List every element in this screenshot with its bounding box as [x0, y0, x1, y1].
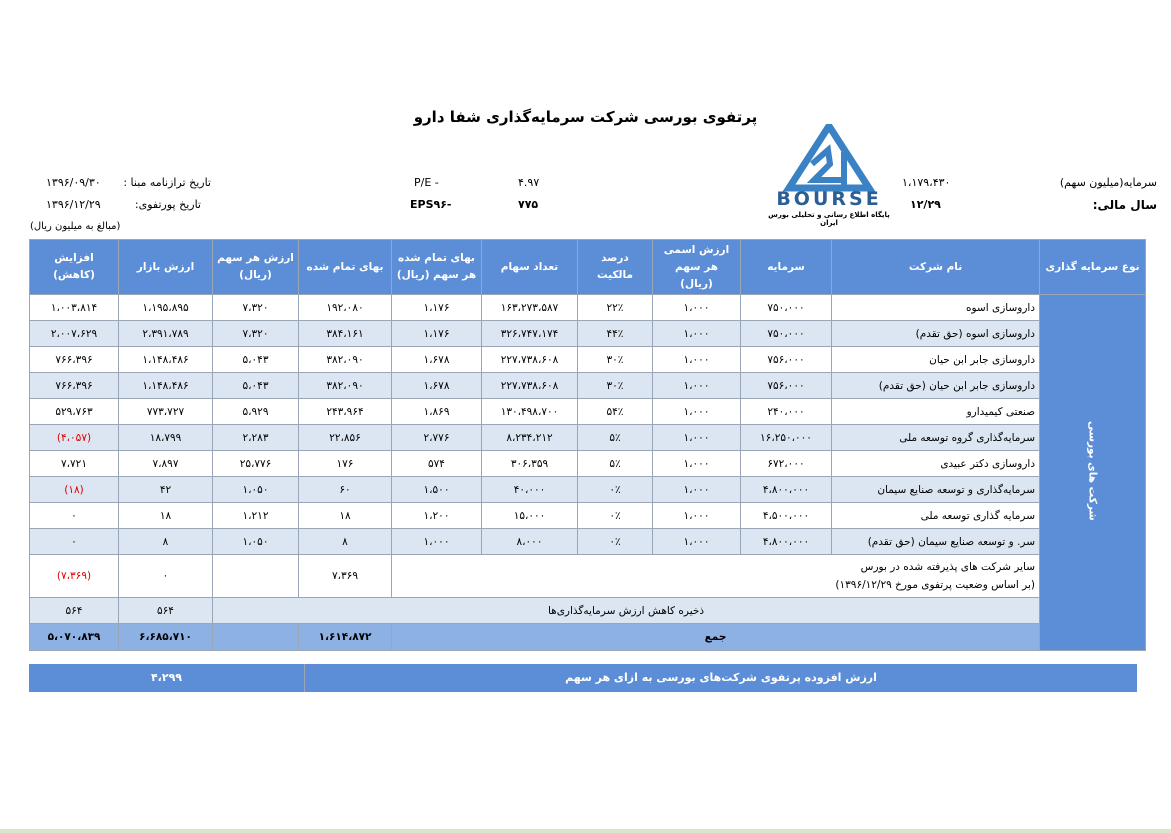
- cell-par-value: ۱،۰۰۰: [653, 451, 741, 477]
- cell-shares: ۲۲۷،۷۳۸،۶۰۸: [482, 373, 578, 399]
- cell-change: ۷۶۶،۳۹۶: [30, 373, 119, 399]
- cell-total-cost: ۱۷۶: [299, 451, 392, 477]
- cell-change: ۷۶۶،۳۹۶: [30, 347, 119, 373]
- total-change: ۵،۰۷۰،۸۳۹: [30, 624, 119, 651]
- cell-change: (۷،۳۶۹): [30, 555, 119, 598]
- cell-capital: ۷۵۶،۰۰۰: [741, 347, 832, 373]
- cell-market-value: ۱۸: [119, 503, 213, 529]
- cell-market-value: ۱،۱۹۵،۸۹۵: [119, 295, 213, 321]
- portfolio-table: [29, 239, 1146, 651]
- cell-unit-value: ۱،۰۵۰: [213, 477, 299, 503]
- per-share-value: ۴،۲۹۹: [29, 664, 305, 692]
- cell-par-value: ۱،۰۰۰: [653, 347, 741, 373]
- cell-unit-value: ۵،۰۴۳: [213, 347, 299, 373]
- table-row: [30, 425, 1146, 451]
- total-market-value: ۶،۶۸۵،۷۱۰: [119, 624, 213, 651]
- cell-par-value: ۱،۰۰۰: [653, 321, 741, 347]
- cell-total-cost: ۳۸۴،۱۶۱: [299, 321, 392, 347]
- table-row: [30, 529, 1146, 555]
- cell-change: ۷،۷۲۱: [30, 451, 119, 477]
- cell-total-cost: ۷،۳۶۹: [299, 555, 392, 598]
- cell-company: داروسازی جابر ابن حیان (حق تقدم): [832, 373, 1040, 399]
- cell-total-cost: ۶۰: [299, 477, 392, 503]
- cell-unit-cost: ۱،۶۷۸: [392, 347, 482, 373]
- cell-par-value: ۱،۰۰۰: [653, 295, 741, 321]
- other-companies-cell: [392, 555, 1040, 598]
- table-row: [30, 373, 1146, 399]
- cell-shares: ۱۳۰،۴۹۸،۷۰۰: [482, 399, 578, 425]
- cell-par-value: ۱،۰۰۰: [653, 503, 741, 529]
- cell-ownership: ۵٪: [578, 425, 653, 451]
- cell-unit-cost: ۱،۱۷۶: [392, 321, 482, 347]
- table-row: [30, 451, 1146, 477]
- header-shares: تعداد سهام: [482, 240, 578, 295]
- cell-market-value: ۱۸،۷۹۹: [119, 425, 213, 451]
- table-row: [30, 347, 1146, 373]
- cell-change: ۵۲۹،۷۶۳: [30, 399, 119, 425]
- cell-company: سرمایه‌گذاری گروه توسعه ملی: [832, 425, 1040, 451]
- table-row: [30, 503, 1146, 529]
- total-blank: [213, 624, 299, 651]
- cell-change: ۰: [30, 529, 119, 555]
- cell-change: ۱،۰۰۳،۸۱۴: [30, 295, 119, 321]
- table-row: [30, 295, 1146, 321]
- logo-tagline: پایگاه اطلاع رسانی و تحلیلی بورس ایران: [768, 211, 890, 227]
- cell-company: داروسازی اسوه (حق تقدم): [832, 321, 1040, 347]
- cell-unit-value: [213, 555, 299, 598]
- cell-ownership: ۳۰٪: [578, 347, 653, 373]
- cell-unit-value: ۲۵،۷۷۶: [213, 451, 299, 477]
- pe-label: P/E -: [414, 176, 439, 189]
- cell-change: ۰: [30, 503, 119, 529]
- header-unit-value: ارزش هر سهم (ریال): [213, 240, 299, 295]
- cell-shares: ۱۶۳،۲۷۳،۵۸۷: [482, 295, 578, 321]
- cell-change: ۵۶۴: [30, 598, 119, 624]
- base-balance-date-label: تاریخ ترازنامه مبنا :: [123, 176, 211, 189]
- cell-market-value: ۴۲: [119, 477, 213, 503]
- cell-total-cost: ۲۲،۸۵۶: [299, 425, 392, 451]
- per-share-bar: [29, 664, 1137, 692]
- cell-market-value: ۷،۸۹۷: [119, 451, 213, 477]
- cell-shares: ۴۰،۰۰۰: [482, 477, 578, 503]
- cell-unit-cost: ۱،۸۶۹: [392, 399, 482, 425]
- cell-capital: ۲۴۰،۰۰۰: [741, 399, 832, 425]
- fiscal-year-label: سال مالی:: [1092, 198, 1157, 212]
- cell-shares: ۸،۲۳۴،۲۱۲: [482, 425, 578, 451]
- cell-market-value: ۰: [119, 555, 213, 598]
- cell-unit-value: ۱،۲۱۲: [213, 503, 299, 529]
- cell-capital: ۱۶،۲۵۰،۰۰۰: [741, 425, 832, 451]
- cell-market-value: ۱،۱۴۸،۴۸۶: [119, 373, 213, 399]
- cell-change: (۱۸): [30, 477, 119, 503]
- table-row: [30, 399, 1146, 425]
- cell-market-value: ۲،۳۹۱،۷۸۹: [119, 321, 213, 347]
- reserve-row: [30, 598, 1146, 624]
- portfolio-date-label: تاریخ پورتفوی:: [134, 198, 201, 211]
- header-change: افزایش (کاهش): [30, 240, 119, 295]
- cell-unit-cost: ۱،۰۰۰: [392, 529, 482, 555]
- cell-unit-cost: ۱،۶۷۸: [392, 373, 482, 399]
- table-header-row: [30, 240, 1146, 295]
- cell-company: داروسازی دکتر عبیدی: [832, 451, 1040, 477]
- table-row: [30, 477, 1146, 503]
- cell-ownership: ۳۰٪: [578, 373, 653, 399]
- table-row: [30, 321, 1146, 347]
- cell-total-cost: ۳۸۲،۰۹۰: [299, 373, 392, 399]
- cell-ownership: ۲۲٪: [578, 295, 653, 321]
- logo-text: BOURSE: [776, 188, 882, 210]
- header-market-value: ارزش بازار: [119, 240, 213, 295]
- cell-total-cost: ۱۸: [299, 503, 392, 529]
- cell-ownership: ۰٪: [578, 477, 653, 503]
- cell-unit-value: ۵،۰۴۳: [213, 373, 299, 399]
- cell-ownership: ۴۴٪: [578, 321, 653, 347]
- cell-shares: ۸،۰۰۰: [482, 529, 578, 555]
- cell-unit-cost: ۱،۱۷۶: [392, 295, 482, 321]
- cell-par-value: ۱،۰۰۰: [653, 399, 741, 425]
- cell-market-value: ۷۷۳،۷۲۷: [119, 399, 213, 425]
- cell-par-value: ۱،۰۰۰: [653, 373, 741, 399]
- cell-unit-value: ۷،۳۲۰: [213, 295, 299, 321]
- cell-capital: ۶۷۲،۰۰۰: [741, 451, 832, 477]
- other-companies-line2: (بر اساس وضعیت پرتفوی مورخ ۱۳۹۶/۱۲/۲۹): [835, 579, 1035, 591]
- cell-ownership: ۵۴٪: [578, 399, 653, 425]
- cell-unit-cost: ۵۷۴: [392, 451, 482, 477]
- other-companies-line1: سایر شرکت های پذیرفته شده در بورس: [860, 561, 1035, 573]
- base-balance-date-value: ۱۳۹۶/۰۹/۳۰: [46, 176, 101, 189]
- cell-change: ۲،۰۰۷،۶۲۹: [30, 321, 119, 347]
- total-cost: ۱،۶۱۴،۸۷۲: [299, 624, 392, 651]
- cell-capital: ۷۵۰،۰۰۰: [741, 321, 832, 347]
- cell-market-value: ۸: [119, 529, 213, 555]
- total-label: جمع: [392, 624, 1040, 651]
- cell-capital: ۷۵۶،۰۰۰: [741, 373, 832, 399]
- page-title: پرتفوی بورسی شرکت سرمایه‌گذاری شفا دارو: [413, 108, 758, 126]
- side-label-cell: [1040, 295, 1146, 651]
- fiscal-year-value: ۱۲/۲۹: [910, 198, 941, 211]
- amounts-note: (مبالغ به میلیون ریال): [30, 221, 121, 232]
- cell-company: صنعتی کیمیدارو: [832, 399, 1040, 425]
- cell-ownership: ۰٪: [578, 529, 653, 555]
- header-company: نام شرکت: [832, 240, 1040, 295]
- eps-value: ۷۷۵: [518, 198, 539, 211]
- reserve-label: ذخیره کاهش ارزش سرمایه‌گذاری‌ها: [213, 598, 1040, 624]
- cell-company: داروسازی اسوه: [832, 295, 1040, 321]
- header-unit-cost: بهای تمام شده هر سهم (ریال): [392, 240, 482, 295]
- capital-value: ۱،۱۷۹،۴۳۰: [902, 176, 951, 189]
- cell-company: سرمایه گذاری توسعه ملی: [832, 503, 1040, 529]
- cell-company: سرمایه‌گذاری و توسعه صنایع سیمان: [832, 477, 1040, 503]
- cell-capital: ۴،۸۰۰،۰۰۰: [741, 477, 832, 503]
- cell-total-cost: ۸: [299, 529, 392, 555]
- cell-market-value: ۱،۱۴۸،۴۸۶: [119, 347, 213, 373]
- header-ownership: درصد مالکیت: [578, 240, 653, 295]
- cell-shares: ۳۲۶،۷۴۷،۱۷۴: [482, 321, 578, 347]
- cell-market-value: ۵۶۴: [119, 598, 213, 624]
- cell-capital: ۷۵۰،۰۰۰: [741, 295, 832, 321]
- eps-label: EPS۹۶-: [410, 198, 452, 211]
- cell-ownership: ۵٪: [578, 451, 653, 477]
- cell-ownership: ۰٪: [578, 503, 653, 529]
- cell-par-value: ۱،۰۰۰: [653, 529, 741, 555]
- cell-company: سر. و توسعه صنایع سیمان (حق تقدم): [832, 529, 1040, 555]
- pe-value: ۴.۹۷: [518, 176, 540, 189]
- portfolio-date-value: ۱۳۹۶/۱۲/۲۹: [46, 198, 101, 211]
- capital-label: سرمایه(میلیون سهم): [1059, 176, 1157, 189]
- header-type: نوع سرمایه گذاری: [1040, 240, 1146, 295]
- total-row: [30, 624, 1146, 651]
- header-total-cost: بهای تمام شده: [299, 240, 392, 295]
- cell-capital: ۴،۸۰۰،۰۰۰: [741, 529, 832, 555]
- cell-shares: ۲۲۷،۷۳۸،۶۰۸: [482, 347, 578, 373]
- cell-capital: ۴،۵۰۰،۰۰۰: [741, 503, 832, 529]
- bottom-divider: [0, 829, 1171, 833]
- cell-unit-cost: ۲،۷۷۶: [392, 425, 482, 451]
- other-companies-row: [30, 555, 1146, 598]
- cell-par-value: ۱،۰۰۰: [653, 425, 741, 451]
- cell-total-cost: ۳۸۲،۰۹۰: [299, 347, 392, 373]
- per-share-label: ارزش افزوده پرتفوی شرکت‌های بورسی به ازای هر سهم: [565, 671, 877, 684]
- cell-total-cost: ۱۹۲،۰۸۰: [299, 295, 392, 321]
- cell-unit-value: ۷،۳۲۰: [213, 321, 299, 347]
- cell-change: (۴،۰۵۷): [30, 425, 119, 451]
- cell-unit-cost: ۱،۲۰۰: [392, 503, 482, 529]
- cell-unit-value: ۵،۹۲۹: [213, 399, 299, 425]
- cell-unit-cost: ۱،۵۰۰: [392, 477, 482, 503]
- header-capital: سرمایه: [741, 240, 832, 295]
- cell-unit-value: ۱،۰۵۰: [213, 529, 299, 555]
- cell-par-value: ۱،۰۰۰: [653, 477, 741, 503]
- cell-total-cost: ۲۴۳،۹۶۴: [299, 399, 392, 425]
- cell-shares: ۱۵،۰۰۰: [482, 503, 578, 529]
- bourse-logo: [764, 124, 894, 227]
- cell-shares: ۳۰۶،۳۵۹: [482, 451, 578, 477]
- cell-unit-value: ۲،۲۸۳: [213, 425, 299, 451]
- cell-company: داروسازی جابر ابن حیان: [832, 347, 1040, 373]
- header-par-value: ارزش اسمی هر سهم (ریال): [653, 240, 741, 295]
- side-label: شرکت های بورسی: [1086, 421, 1099, 521]
